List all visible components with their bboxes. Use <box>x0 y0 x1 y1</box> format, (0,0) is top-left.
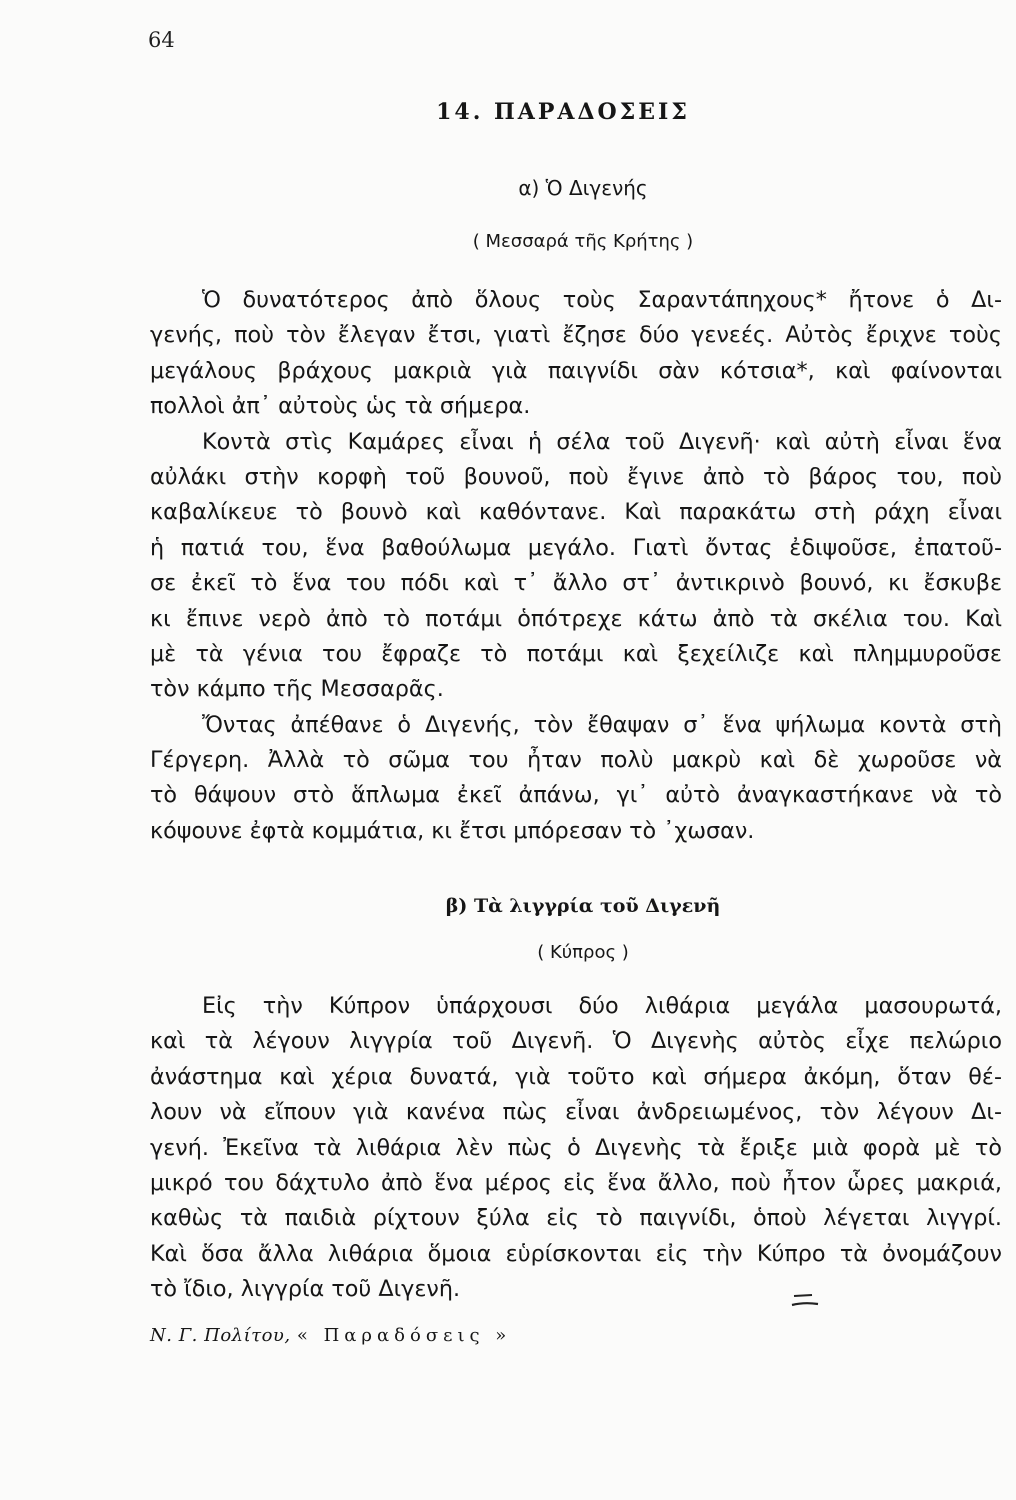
text-line: γενής, ποὺ τὸν ἔλεγαν ἔτσι, γιατὶ ἔζησε δύο γενεές. Αὐτὸς ἔριχνε τοὺς <box>150 322 1002 349</box>
chapter-title: 14. ΠΑΡΑΔΟΣΕΙΣ <box>436 99 690 125</box>
source-citation <box>150 1325 511 1346</box>
text-line: λουν νὰ εἴπουν γιὰ κανένα πὼς εἶναι ἀνδρειωμένος, τὸν λέγουν Δι- <box>150 1099 1002 1126</box>
source-work: « Παραδόσεις » <box>296 1325 512 1346</box>
text-line: Καὶ ὅσα ἄλλα λιθάρια ὅμοια εὑρίσκονται εἰς τὴν Κύπρο τὰ ὀνομάζουν <box>150 1240 1002 1267</box>
text-line: Εἰς τὴν Κύπρον ὑπάρχουσι δύο λιθάρια μεγάλα μασουρωτά, <box>202 993 1002 1019</box>
text-line: μεγάλους βράχους μακριὰ γιὰ παιγνίδι σὰν κότσια*, καὶ φαίνονται <box>150 357 1002 384</box>
text-line: γενή. Ἐκεῖνα τὰ λιθάρια λὲν πὼς ὁ Διγενὴς τὰ ἔριξε μιὰ φορὰ μὲ τὸ <box>150 1134 1002 1161</box>
text-line: τὸν κάμπο τῆς Μεσσαρᾶς. <box>150 676 444 703</box>
text-line: τὸ ἴδιο, λιγγρία τοῦ Διγενῆ. <box>150 1276 461 1303</box>
text-line: μικρό του δάχτυλο ἀπὸ ἕνα μέρος εἰς ἕνα ἄλλο, ποὺ ἦτον ὧρες μακριά, <box>150 1169 1002 1196</box>
source-author: Ν. Γ. Πολίτου, <box>150 1325 291 1346</box>
text-line: σε ἐκεῖ τὸ ἕνα του πόδι καὶ τ᾿ ἄλλο στ᾿ ἀντικρινὸ βουνό, κι ἔσκυβε <box>150 570 1002 597</box>
text-line: καὶ τὰ λέγουν λιγγρία τοῦ Διγενῆ. Ὁ Διγενὴς αὐτὸς εἶχε πελώριο <box>150 1028 1002 1055</box>
text-line: καθὼς τὰ παιδιὰ ρίχτουν ξύλα εἰς τὸ παιγνίδι, ὁποὺ λέγεται λιγγρί. <box>150 1205 1002 1232</box>
text-line: κόψουνε ἐφτὰ κομμάτια, κι ἔτσι μπόρεσαν τὸ ᾿χωσαν. <box>150 817 755 844</box>
pen-mark-icon <box>790 1288 820 1310</box>
section-a-text <box>150 283 1002 849</box>
text-line: Κοντὰ στὶς Καμάρες εἶναι ἡ σέλα τοῦ Διγενῆ· καὶ αὐτὴ εἶναι ἕνα <box>202 428 1002 455</box>
text-line: ἀνάστημα καὶ χέρια δυνατά, γιὰ τοῦτο καὶ σήμερα ἀκόμη, ὅταν θέ- <box>150 1063 1002 1090</box>
section-a-place: ( Μεσσαρά τῆς Κρήτης ) <box>472 231 694 252</box>
section-a-title: α) Ὁ Διγενής <box>518 176 648 200</box>
text-line: κι ἔπινε νερὸ ἀπὸ τὸ ποτάμι ὁπότρεχε κάτω ἀπὸ τὰ σκέλια του. Καὶ <box>150 605 1002 632</box>
section-b-title: β) Τὰ λιγγρία τοῦ Διγενῆ <box>445 895 721 917</box>
text-line: μὲ τὰ γένια του ἔφραζε τὸ ποτάμι καὶ ξεχείλιζε καὶ πλημμυροῦσε <box>150 640 1002 667</box>
section-b-place: ( Κύπρος ) <box>537 942 629 963</box>
text-line: πολλοὶ ἀπ᾿ αὐτοὺς ὡς τὰ σήμερα. <box>150 393 531 420</box>
text-line: Ὁ δυνατότερος ἀπὸ ὅλους τοὺς Σαραντάπηχους* ἤτονε ὁ Δι- <box>202 287 1002 313</box>
text-line: Ὄντας ἀπέθανε ὁ Διγενής, τὸν ἔθαψαν σ᾿ ἕνα ψήλωμα κοντὰ στὴ <box>202 711 1002 738</box>
text-line: αὐλάκι στὴν κορφὴ τοῦ βουνοῦ, ποὺ ἔγινε ἀπὸ τὸ βάρος του, ποὺ <box>150 463 1002 490</box>
text-line: τὸ θάψουν στὸ ἅπλωμα ἐκεῖ ἀπάνω, γι᾿ αὐτὸ ἀναγκαστήκανε νὰ τὸ <box>150 782 1002 809</box>
page-number: 64 <box>148 28 175 52</box>
text-line: Γέργερη. Ἀλλὰ τὸ σῶμα του ἦταν πολὺ μακρὺ καὶ δὲ χωροῦσε νὰ <box>150 747 1002 774</box>
text-line: ἡ πατιά του, ἕνα βαθούλωμα μεγάλο. Γιατὶ ὄντας ἐδιψοῦσε, ἐπατοῦ- <box>150 534 1002 561</box>
section-b-text <box>150 989 1002 1308</box>
text-line: καβαλίκευε τὸ βουνὸ καὶ καθόντανε. Καὶ παρακάτω στὴ ράχη εἶναι <box>150 499 1002 526</box>
